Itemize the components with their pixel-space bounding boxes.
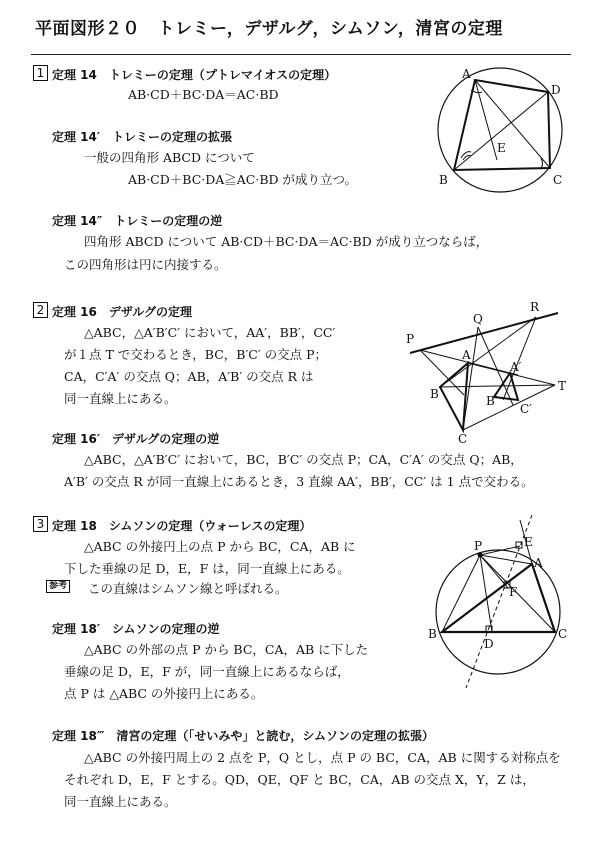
theorem-18-line-2: 下した垂線の足 D，E，F は，同一直線上にある。 — [64, 561, 350, 576]
theorem-14-line-1: AB·CD＋BC·DA＝AC·BD — [128, 87, 279, 102]
fig2-label-a-prime: A′ — [510, 360, 522, 374]
fig2-label-p: P — [406, 332, 415, 346]
fig1-label-d: D — [551, 83, 561, 97]
section-number-3: 3 — [33, 516, 48, 532]
fig3-label-f: F — [509, 585, 518, 599]
theorem-16-line-3: CA，C′A′ の交点 Q；AB，A′B′ の交点 R は — [64, 369, 314, 384]
theorem-16-line-4: 同一直線上にある。 — [64, 391, 177, 406]
theorem-18ppp-heading: 定理 18‴ 清宮の定理（「せいみや」と読む，シムソンの定理の拡張） — [52, 729, 434, 743]
fig3-label-c: C — [558, 627, 568, 641]
fig1-label-c: C — [553, 173, 563, 187]
theorem-18-line-1: △ABC の外接円上の点 P から BC，CA，AB に — [84, 539, 356, 554]
fig2-label-c: C — [458, 432, 468, 445]
fig1-label-a: A — [462, 67, 471, 81]
theorem-18-heading: 定理 18 シムソンの定理（ウォーレスの定理） — [52, 519, 312, 533]
theorem-14pp-line-2: この四角形は円に内接する。 — [64, 257, 227, 272]
simson-figure — [420, 510, 595, 695]
theorem-14pp-heading: 定理 14″ トレミーの定理の逆 — [52, 214, 223, 228]
theorem-18p-heading: 定理 18′ シムソンの定理の逆 — [52, 622, 220, 636]
theorem-18p-line-2: 垂線の足 D，E，F が，同一直線上にあるならば， — [64, 664, 350, 679]
note-tag: 参考 — [46, 580, 70, 593]
desargues-figure — [398, 295, 588, 445]
fig3-label-d: D — [484, 637, 494, 651]
theorem-14p-line-1: 一般の四角形 ABCD について — [84, 150, 255, 165]
theorem-16p-line-1: △ABC，△A′B′C′ において，BC，B′C′ の交点 P；CA，C′A′ の交点 Q；AB， — [84, 452, 523, 467]
theorem-18ppp-line-3: 同一直線上にある。 — [64, 794, 177, 809]
fig2-label-t: T — [558, 379, 567, 393]
theorem-18ppp-line-2: それぞれ D，E，F とする。QD，QE，QF と BC，CA，AB の交点 X，Y，Z は， — [64, 772, 535, 787]
theorem-16-line-2: が１点 T で交わるとき，BC，B′C′ の交点 P； — [64, 347, 328, 362]
fig2-label-a: A — [462, 348, 471, 362]
theorem-14pp-line-1: 四角形 ABCD について AB·CD＋BC·DA＝AC·BD が成り立つならば， — [84, 234, 489, 249]
theorem-18p-line-3: 点 P は △ABC の外接円上にある。 — [64, 686, 264, 701]
theorem-14p-line-2: AB·CD＋BC·DA≧AC·BD が成り立つ。 — [128, 172, 358, 187]
fig2-label-b-prime: B′ — [486, 394, 498, 408]
theorem-18p-line-1: △ABC の外部の点 P から BC，CA，AB に下した — [84, 642, 369, 657]
theorem-16p-line-2: A′B′ の交点 R が同一直線上にあるとき，3 直線 AA′，BB′，CC′ は 1 点で交わる。 — [64, 474, 534, 489]
section-number-1: 1 — [33, 65, 48, 81]
theorem-14-heading: 定理 14 トレミーの定理（プトレマイオスの定理） — [52, 68, 337, 82]
theorem-16-heading: 定理 16 デザルグの定理 — [52, 305, 193, 319]
fig2-label-c-prime: C′ — [520, 402, 532, 416]
page-title: 平面図形２０ トレミー，デザルグ，シムソン，清宮の定理 — [35, 19, 503, 39]
theorem-16p-heading: 定理 16′ デザルグの定理の逆 — [52, 432, 220, 446]
fig1-label-b: B — [439, 173, 448, 187]
fig3-label-e: E — [524, 535, 533, 549]
title-divider — [31, 54, 571, 55]
fig2-label-b: B — [430, 387, 439, 401]
fig3-label-p: P — [474, 539, 483, 553]
ptolemy-figure — [425, 60, 585, 200]
fig2-label-q: Q — [473, 312, 483, 326]
fig1-label-e: E — [497, 141, 506, 155]
theorem-18ppp-line-1: △ABC の外接円周上の 2 点を P，Q とし，点 P の BC，CA，AB に関する対称点を — [84, 750, 561, 765]
section-number-2: 2 — [33, 302, 48, 318]
fig3-label-a: A — [534, 556, 543, 570]
note-text: この直線はシムソン線と呼ばれる。 — [88, 581, 288, 596]
fig2-label-r: R — [530, 300, 540, 314]
theorem-16-line-1: △ABC，△A′B′C′ において，AA′，BB′，CC′ — [84, 325, 336, 340]
fig3-label-b: B — [428, 627, 437, 641]
theorem-14p-heading: 定理 14′ トレミーの定理の拡張 — [52, 130, 233, 144]
